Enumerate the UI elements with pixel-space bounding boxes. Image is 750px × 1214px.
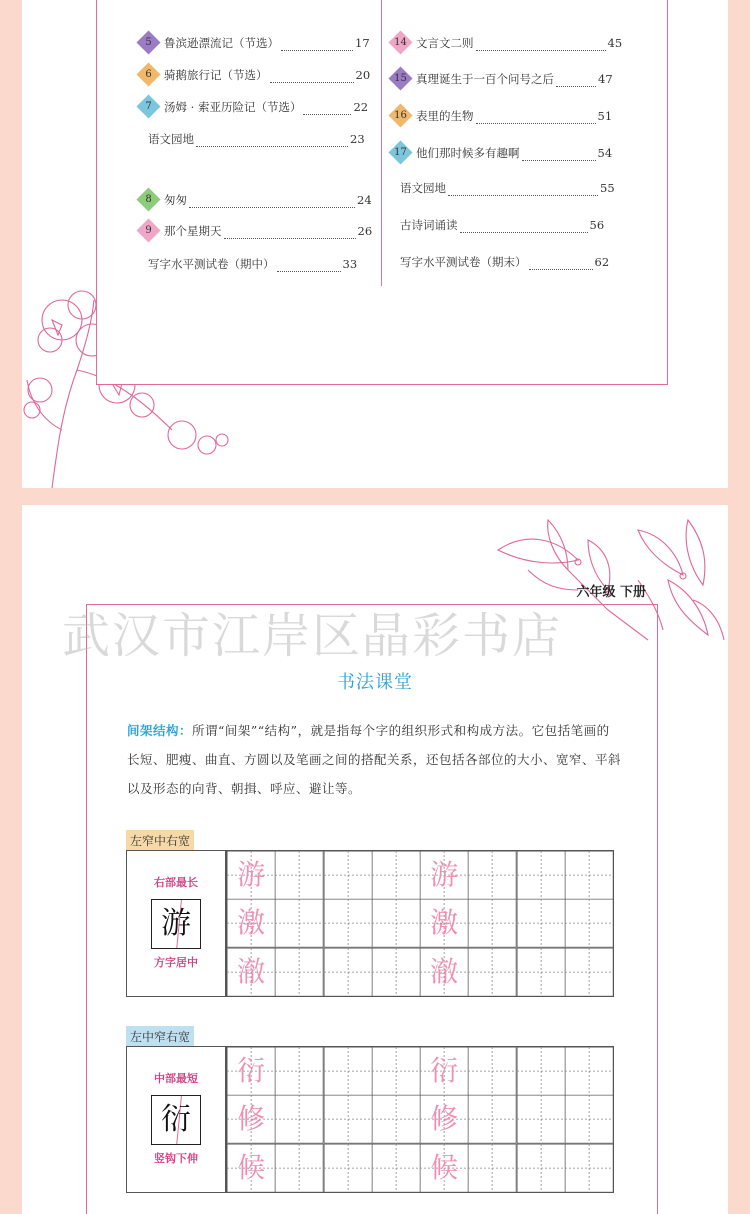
tip-bottom: 方字居中	[154, 956, 198, 969]
toc-item[interactable]: 15 真理诞生于一百个问号之后 47	[392, 70, 613, 87]
practice-cell[interactable]	[517, 948, 565, 996]
toc-item[interactable]: 9 那个星期天 26	[140, 222, 372, 239]
structure-tag: 左中窄右宽	[126, 1026, 194, 1047]
watermark: 武汉市江岸区晶彩书店	[62, 608, 563, 664]
toc-item[interactable]: 17 他们那时候多有趣啊 54	[392, 144, 612, 161]
tracing-char: 澈	[430, 954, 459, 988]
practice-cell[interactable]	[420, 1144, 468, 1192]
tracing-char: 衍	[430, 1054, 459, 1087]
toc-page	[22, 0, 728, 488]
practice-cell[interactable]	[565, 1144, 613, 1192]
tracing-char: 游	[237, 858, 266, 891]
tracing-char: 候	[237, 1150, 266, 1184]
lesson-number-badge: 7	[136, 94, 160, 118]
structure-tag: 左窄中右宽	[126, 830, 194, 851]
practice-cell[interactable]	[227, 948, 275, 996]
tracing-char: 澈	[237, 954, 266, 988]
practice-cell[interactable]	[420, 851, 468, 899]
practice-cell[interactable]	[565, 899, 613, 947]
practice-cell[interactable]	[275, 899, 323, 947]
practice-grid[interactable]	[226, 1046, 614, 1193]
tracing-char: 修	[430, 1102, 459, 1136]
practice-cell[interactable]	[324, 899, 372, 947]
practice-cell[interactable]	[324, 1095, 372, 1143]
practice-cell[interactable]	[468, 1095, 516, 1143]
practice-cell[interactable]	[517, 1047, 565, 1095]
toc-item[interactable]: 写字水平测试卷（期末） 62	[400, 255, 610, 269]
tracing-char: 候	[430, 1150, 459, 1184]
practice-cell[interactable]	[517, 899, 565, 947]
toc-item[interactable]: 语文园地 23	[148, 132, 365, 146]
practice-cell[interactable]	[372, 1144, 420, 1192]
toc-item[interactable]: 写字水平测试卷（期中） 33	[148, 257, 358, 271]
practice-cell[interactable]	[468, 1144, 516, 1192]
intro-text: 所谓“间架”“结构”，就是指每个字的组织形式和构成方法。它包括笔画的长短、肥瘦、曲直、方圆以及笔画之间的搭配关系，还包括各部位的大小、宽窄、平斜以及形态的向背、朝揖、呼应、避让等。	[127, 723, 622, 796]
practice-cell[interactable]	[324, 851, 372, 899]
practice-cell[interactable]	[420, 1047, 468, 1095]
toc-item[interactable]: 古诗词诵读 56	[400, 218, 605, 232]
toc-item[interactable]: 16 表里的生物 51	[392, 107, 612, 124]
lesson-number-badge: 16	[388, 103, 412, 127]
practice-cell[interactable]	[420, 899, 468, 947]
tracing-char: 激	[430, 906, 459, 940]
term-label: 间架结构：	[127, 723, 193, 738]
practice-cell[interactable]	[227, 1144, 275, 1192]
practice-cell[interactable]	[372, 899, 420, 947]
lesson-number-badge: 9	[136, 218, 160, 242]
lesson-number-badge: 6	[136, 62, 160, 86]
practice-cell[interactable]	[275, 851, 323, 899]
lesson-number-badge: 14	[388, 30, 412, 54]
toc-item[interactable]: 7 汤姆 · 索亚历险记（节选） 22	[140, 98, 368, 115]
toc-item[interactable]: 8 匆匆 24	[140, 191, 372, 208]
practice-cell[interactable]	[372, 1095, 420, 1143]
tracing-char: 游	[430, 858, 459, 891]
practice-cell[interactable]	[468, 1047, 516, 1095]
example-char: 游	[161, 906, 191, 941]
practice-cell[interactable]	[468, 899, 516, 947]
practice-cell[interactable]	[517, 851, 565, 899]
practice-cell[interactable]	[565, 1047, 613, 1095]
practice-cell[interactable]	[517, 1144, 565, 1192]
practice-cell[interactable]	[420, 1095, 468, 1143]
lesson-number-badge: 5	[136, 30, 160, 54]
tracing-char: 激	[237, 906, 266, 940]
practice-cell[interactable]	[517, 1095, 565, 1143]
tracing-char: 修	[237, 1102, 266, 1136]
grade-label: 六年级 下册	[576, 585, 646, 600]
practice-cell[interactable]	[275, 1047, 323, 1095]
practice-cell[interactable]	[372, 851, 420, 899]
practice-cell[interactable]	[227, 851, 275, 899]
practice-cell[interactable]	[372, 1047, 420, 1095]
tip-bottom: 竖钩下伸	[154, 1152, 198, 1165]
lesson-number-badge: 15	[388, 66, 412, 90]
practice-cell[interactable]	[275, 948, 323, 996]
practice-cell[interactable]	[227, 899, 275, 947]
practice-cell[interactable]	[227, 1095, 275, 1143]
practice-cell[interactable]	[275, 1144, 323, 1192]
practice-cell[interactable]	[324, 1144, 372, 1192]
column-divider	[381, 0, 382, 286]
practice-cell[interactable]	[275, 1095, 323, 1143]
practice-cell[interactable]	[372, 948, 420, 996]
tracing-char: 衍	[237, 1054, 266, 1087]
practice-grid[interactable]	[226, 850, 614, 997]
lesson-number-badge: 17	[388, 140, 412, 164]
practice-cell[interactable]	[420, 948, 468, 996]
tip-top: 右部最长	[154, 876, 198, 889]
intro-paragraph	[127, 716, 622, 803]
toc-item[interactable]: 6 骑鹅旅行记（节选） 20	[140, 66, 370, 83]
practice-cell[interactable]	[468, 948, 516, 996]
practice-cell[interactable]	[565, 851, 613, 899]
practice-cell[interactable]	[468, 851, 516, 899]
toc-item[interactable]: 14 文言文二则 45	[392, 34, 622, 51]
toc-item[interactable]: 语文园地 55	[400, 181, 615, 195]
practice-cell[interactable]	[565, 948, 613, 996]
example-card	[126, 1046, 226, 1193]
practice-cell[interactable]	[324, 948, 372, 996]
example-char-box	[151, 899, 201, 949]
lesson-title: 书法课堂	[337, 672, 413, 693]
practice-cell[interactable]	[227, 1047, 275, 1095]
calligraphy-page	[22, 505, 728, 1214]
example-card	[126, 850, 226, 997]
example-char-box	[151, 1095, 201, 1145]
lesson-number-badge: 8	[136, 187, 160, 211]
example-char: 衍	[161, 1102, 191, 1137]
practice-cell[interactable]	[324, 1047, 372, 1095]
practice-cell[interactable]	[565, 1095, 613, 1143]
tip-top: 中部最短	[154, 1072, 198, 1085]
toc-item[interactable]: 5 鲁滨逊漂流记（节选） 17	[140, 34, 370, 51]
